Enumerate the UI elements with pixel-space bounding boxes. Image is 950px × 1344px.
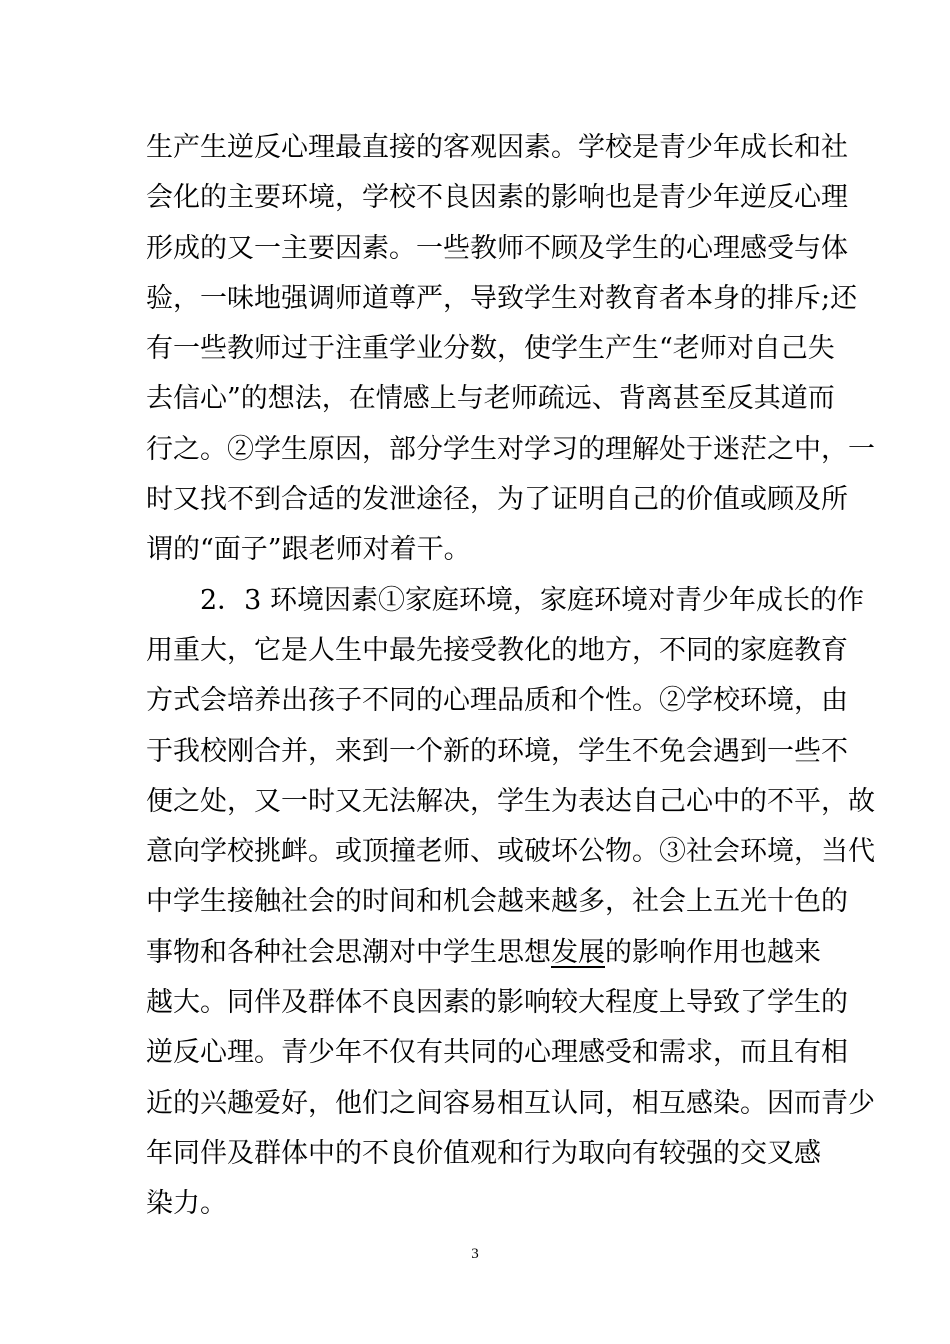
- text-line: 越大。同伴及群体不良因素的影响较大程度上导致了学生的: [146, 987, 848, 1019]
- underlined-term-link[interactable]: 发展: [551, 936, 605, 968]
- text-line: 谓的“面子”跟老师对着干。: [146, 534, 471, 566]
- text-line: 形成的又一主要因素。一些教师不顾及学生的心理感受与体: [146, 232, 848, 264]
- page-number: 3: [471, 1246, 479, 1262]
- text-line: 近的兴趣爱好，他们之间容易相互认同，相互感染。因而青少: [146, 1087, 875, 1119]
- text-line: 生产生逆反心理最直接的客观因素。学校是青少年成长和社: [146, 132, 848, 163]
- text-line: 去信心”的想法，在情感上与老师疏远、背离甚至反其道而: [146, 383, 835, 415]
- text-line: 方式会培养出孩子不同的心理品质和个性。②学校环境，由: [146, 685, 848, 717]
- text-line: 有一些教师过于注重学业分数，使学生产生“老师对自己失: [146, 333, 835, 365]
- text-segment: 的影响作用也越来: [605, 936, 821, 968]
- text-line: 染力。: [146, 1188, 227, 1220]
- text-line: 会化的主要环境，学校不良因素的影响也是青少年逆反心理: [146, 182, 848, 214]
- text-segment: 事物和各种社会思潮对中学生思想: [146, 936, 551, 968]
- text-line: 用重大，它是人生中最先接受教化的地方，不同的家庭教育: [146, 634, 848, 666]
- text-line: 行之。②学生原因，部分学生对学习的理解处于迷茫之中，一: [146, 433, 875, 465]
- text-line: 逆反心理。青少年不仅有共同的心理感受和需求，而且有相: [146, 1037, 848, 1069]
- paragraph-1: [146, 123, 875, 576]
- text-line: 便之处，又一时又无法解决，学生为表达自己心中的不平，故: [146, 785, 875, 817]
- text-line: 验，一味地强调师道尊严，导致学生对教育者本身的排斥;还: [146, 282, 858, 314]
- text-line: 意向学校挑衅。或顶撞老师、或破坏公物。③社会环境，当代: [146, 836, 875, 868]
- text-line-with-link: [146, 928, 821, 978]
- text-line: 于我校刚合并，来到一个新的环境，学生不免会遇到一些不: [146, 735, 848, 767]
- text-line: 年同伴及群体中的不良价值观和行为取向有较强的交叉感: [146, 1137, 821, 1169]
- text-line: 中学生接触社会的时间和机会越来越多，社会上五光十色的: [146, 886, 848, 918]
- text-line: 时又找不到合适的发泄途径，为了证明自己的价值或顾及所: [146, 484, 848, 516]
- text-line-section-start: 2．3 环境因素①家庭环境，家庭环境对青少年成长的作: [200, 584, 864, 616]
- body-text: [146, 123, 875, 1230]
- paragraph-2: [146, 576, 875, 1230]
